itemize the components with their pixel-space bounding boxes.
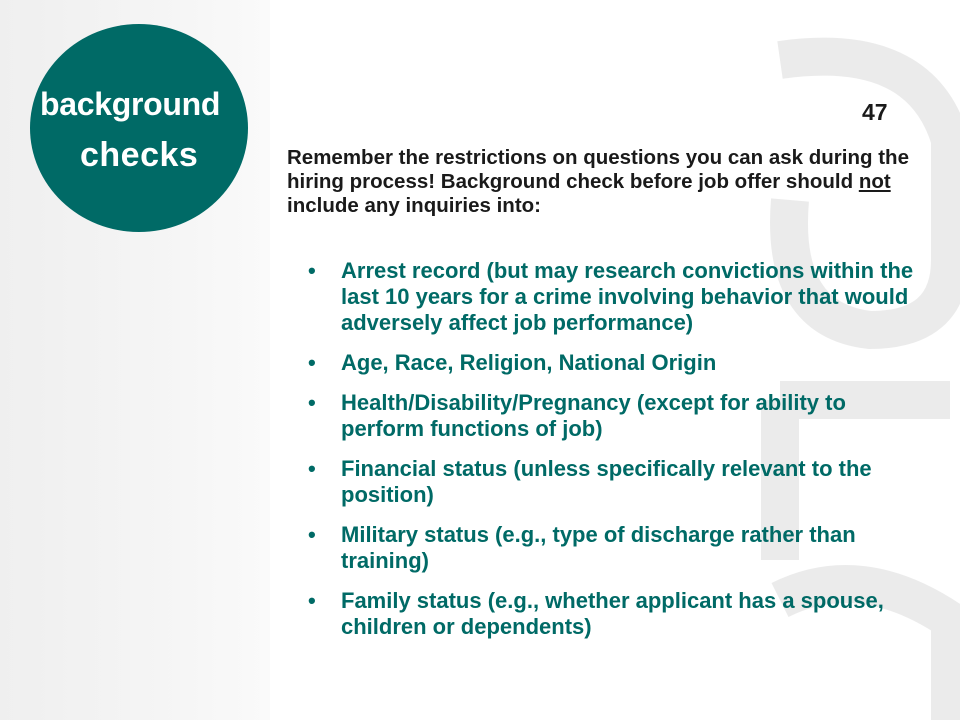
bullet-dot-icon: • [308, 390, 316, 415]
bullet-text: Military status (e.g., type of discharge rather than training) [341, 522, 856, 573]
bullet-text: Arrest record (but may research convictions within the last 10 years for a crime involving behavior that would adversely affect job performance) [341, 258, 914, 335]
slide-title-line1: background [40, 86, 221, 122]
bullet-list [300, 258, 930, 654]
bullet-dot-icon: • [308, 588, 316, 613]
bullet-dot-icon: • [308, 258, 316, 283]
bullet-item [300, 456, 930, 508]
slide-title-line2: checks [80, 136, 199, 174]
bullet-item [300, 588, 930, 640]
intro-text-before: Remember the restrictions on questions you can ask during the hiring process! Background check before job offer should [287, 146, 909, 193]
title-circle [30, 24, 248, 232]
bullet-dot-icon: • [308, 350, 316, 375]
bullet-item [300, 390, 930, 442]
bullet-text: Financial status (unless specifically relevant to the position) [341, 456, 872, 507]
bullet-text: Health/Disability/Pregnancy (except for ability to perform functions of job) [341, 390, 846, 441]
bullet-text: Family status (e.g., whether applicant has a spouse, children or dependents) [341, 588, 884, 639]
bullet-item [300, 350, 930, 376]
slide-number: 47 [862, 99, 888, 125]
intro-emphasis: not [858, 170, 891, 193]
bullet-item [300, 258, 930, 336]
bullet-text: Age, Race, Religion, National Origin [341, 350, 717, 375]
intro-paragraph [287, 146, 927, 218]
intro-text-after: include any inquiries into: [287, 194, 541, 217]
bullet-dot-icon: • [308, 456, 316, 481]
bullet-dot-icon: • [308, 522, 316, 547]
bullet-item [300, 522, 930, 574]
